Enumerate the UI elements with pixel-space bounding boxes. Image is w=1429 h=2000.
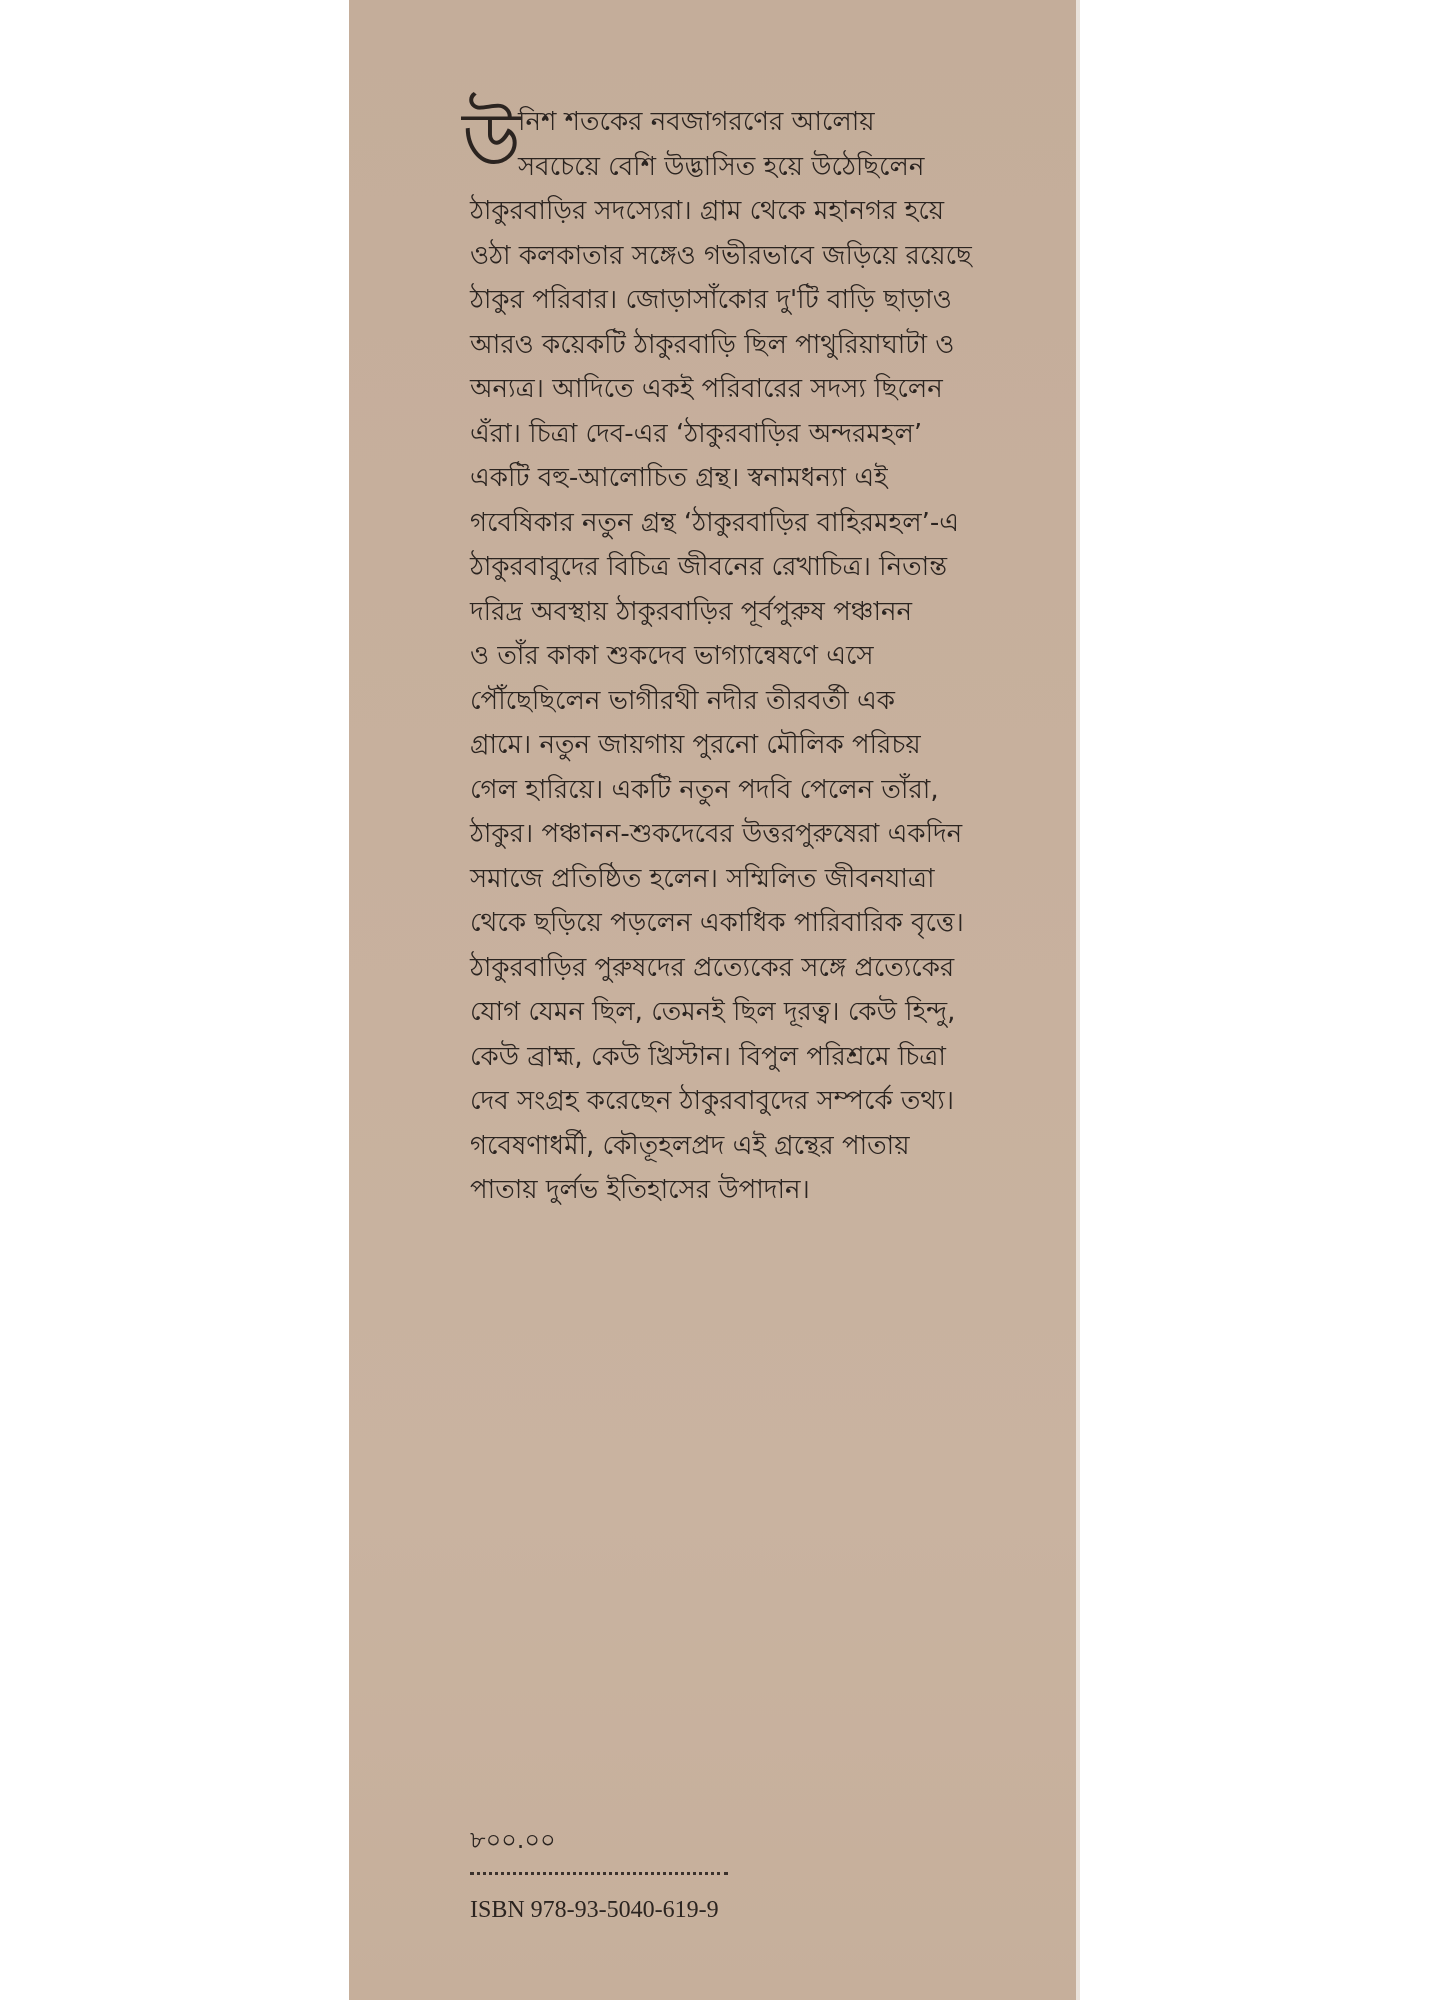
blurb-line: ঠাকুরবাড়ির পুরুষদের প্রত্যেকের সঙ্গে প্রত্যেকের bbox=[470, 952, 955, 983]
blurb-line: গবেষিকার নতুন গ্রন্থ ‘ঠাকুরবাড়ির বাহিরমহল’-এ bbox=[470, 507, 960, 538]
blurb-line: গবেষণাধর্মী, কৌতূহলপ্রদ এই গ্রন্থের পাতায় bbox=[470, 1130, 910, 1161]
blurb-line: সবচেয়ে বেশি উদ্ভাসিত হয়ে উঠেছিলেন bbox=[518, 151, 925, 182]
blurb-line: ঠাকুর পরিবার। জোড়াসাঁকোর দু'টি বাড়ি ছাড়াও bbox=[470, 285, 952, 315]
blurb-line: কেউ ব্রাহ্ম, কেউ খ্রিস্টান। বিপুল পরিশ্রমে চিত্রা bbox=[470, 1041, 946, 1072]
blurb-line: অন্যত্র। আদিতে একই পরিবারের সদস্য ছিলেন bbox=[470, 374, 943, 404]
blurb-text bbox=[470, 100, 990, 1213]
blurb-line: গ্রামে। নতুন জায়গায় পুরনো মৌলিক পরিচয় bbox=[470, 730, 921, 760]
blurb-line: পৌঁছেছিলেন ভাগীরথী নদীর তীরবর্তী এক bbox=[470, 685, 895, 716]
blurb-line: গেল হারিয়ে। একটি নতুন পদবি পেলেন তাঁরা, bbox=[470, 774, 939, 805]
blurb-line: এঁরা। চিত্রা দেব-এর ‘ঠাকুরবাড়ির অন্দরমহল’ bbox=[470, 418, 923, 449]
blurb-line: ওঠা কলকাতার সঙ্গেও গভীরভাবে জড়িয়ে রয়েছে bbox=[470, 240, 972, 271]
blurb-line: ঠাকুরবাবুদের বিচিত্র জীবনের রেখাচিত্র। নিতান্ত bbox=[470, 552, 948, 582]
blurb-line: ও তাঁর কাকা শুকদেব ভাগ্যান্বেষণে এসে bbox=[470, 641, 874, 671]
blurb-line: সমাজে প্রতিষ্ঠিত হলেন। সম্মিলিত জীবনযাত্রা bbox=[470, 863, 935, 894]
blurb-line: আরও কয়েকটি ঠাকুরবাড়ি ছিল পাথুরিয়াঘাটা ও bbox=[470, 329, 955, 360]
blurb-line: ঠাকুর। পঞ্চানন-শুকদেবের উত্তরপুরুষেরা একদিন bbox=[470, 819, 963, 849]
blurb-line: দেব সংগ্রহ করেছেন ঠাকুরবাবুদের সম্পর্কে তথ্য। bbox=[470, 1086, 955, 1116]
blurb-line: একটি বহু-আলোচিত গ্রন্থ। স্বনামধন্যা এই bbox=[470, 463, 888, 493]
blurb-line: পাতায় দুর্লভ ইতিহাসের উপাদান। bbox=[470, 1175, 810, 1205]
drop-cap: উ bbox=[462, 95, 522, 184]
blurb-line: ঠাকুরবাড়ির সদস্যেরা। গ্রাম থেকে মহানগর হয়ে bbox=[470, 196, 945, 226]
isbn-label: ISBN 978-93-5040-619-9 bbox=[470, 1897, 719, 1923]
dotted-divider bbox=[470, 1872, 728, 1875]
blurb-line: যোগ যেমন ছিল, তেমনই ছিল দূরত্ব। কেউ হিন্দু, bbox=[470, 997, 956, 1027]
blurb-line: নিশ শতকের নবজাগরণের আলোয় bbox=[518, 107, 875, 137]
blurb-line: দরিদ্র অবস্থায় ঠাকুরবাড়ির পূর্বপুরুষ পঞ্চানন bbox=[470, 596, 913, 627]
flap-edge bbox=[1076, 0, 1080, 2000]
blurb-line: থেকে ছড়িয়ে পড়লেন একাধিক পারিবারিক বৃত্তে। bbox=[470, 908, 964, 938]
price-label: ৮০০.০০ bbox=[470, 1826, 556, 1854]
